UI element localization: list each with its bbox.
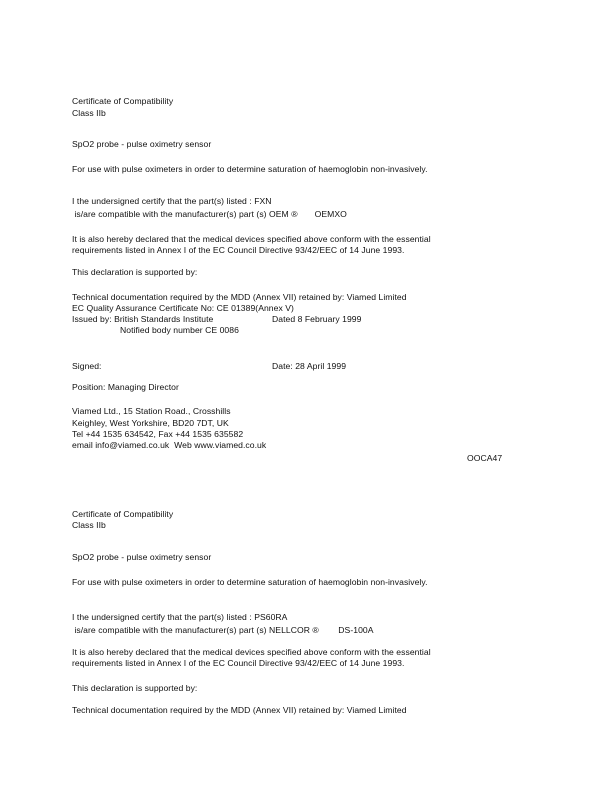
- address-line-1: Viamed Ltd., 15 Station Road., Crosshills: [72, 406, 231, 416]
- product-name: SpO2 probe - pulse oximetry sensor: [72, 552, 212, 562]
- intended-use: For use with pulse oximeters in order to determine saturation of haemoglobin non-invasively.: [72, 577, 428, 587]
- declaration-line-1: It is also hereby declared that the medical devices specified above conform with the essential: [72, 647, 431, 657]
- certify-part-line: I the undersigned certify that the part(s) listed : FXN: [72, 196, 272, 206]
- certificate-title: Certificate of Compatibility: [72, 509, 174, 519]
- declaration-line-2: requirements listed in Annex I of the EC Council Directive 93/42/EEC of 14 June 1993.: [72, 245, 405, 255]
- reference-code: OOCA47: [467, 453, 503, 463]
- certify-part-line: I the undersigned certify that the part(s) listed : PS60RA: [72, 612, 288, 622]
- certificate-title: Certificate of Compatibility: [72, 96, 174, 106]
- product-name: SpO2 probe - pulse oximetry sensor: [72, 139, 212, 149]
- signature-date: Date: 28 April 1999: [272, 361, 347, 371]
- position: Position: Managing Director: [72, 382, 179, 392]
- technical-documentation: Technical documentation required by the MDD (Annex VII) retained by: Viamed Limited: [72, 705, 407, 715]
- device-class: Class IIb: [72, 520, 106, 530]
- address-line-2: Keighley, West Yorkshire, BD20 7DT, UK: [72, 418, 229, 428]
- compatible-part-line: is/are compatible with the manufacturer(s) part (s) OEM ® OEMXO: [72, 209, 347, 219]
- issued-by: Issued by: British Standards Institute: [72, 314, 214, 324]
- compatible-part-line: is/are compatible with the manufacturer(s) part (s) NELLCOR ® DS-100A: [72, 625, 374, 635]
- intended-use: For use with pulse oximeters in order to determine saturation of haemoglobin non-invasively.: [72, 164, 428, 174]
- issued-date: Dated 8 February 1999: [272, 314, 362, 324]
- ec-certificate: EC Quality Assurance Certificate No: CE 01389(Annex V): [72, 303, 294, 313]
- email-web: email info@viamed.co.uk Web www.viamed.co.uk: [72, 440, 267, 450]
- declaration-line-2: requirements listed in Annex I of the EC Council Directive 93/42/EEC of 14 June 1993.: [72, 658, 405, 668]
- device-class: Class IIb: [72, 108, 106, 118]
- notified-body: Notified body number CE 0086: [120, 325, 239, 335]
- supported-by: This declaration is supported by:: [72, 683, 198, 693]
- supported-by: This declaration is supported by:: [72, 267, 198, 277]
- technical-documentation: Technical documentation required by the MDD (Annex VII) retained by: Viamed Limited: [72, 292, 407, 302]
- phone-fax: Tel +44 1535 634542, Fax +44 1535 635582: [72, 429, 244, 439]
- declaration-line-1: It is also hereby declared that the medical devices specified above conform with the essential: [72, 234, 431, 244]
- signed-label: Signed:: [72, 361, 102, 371]
